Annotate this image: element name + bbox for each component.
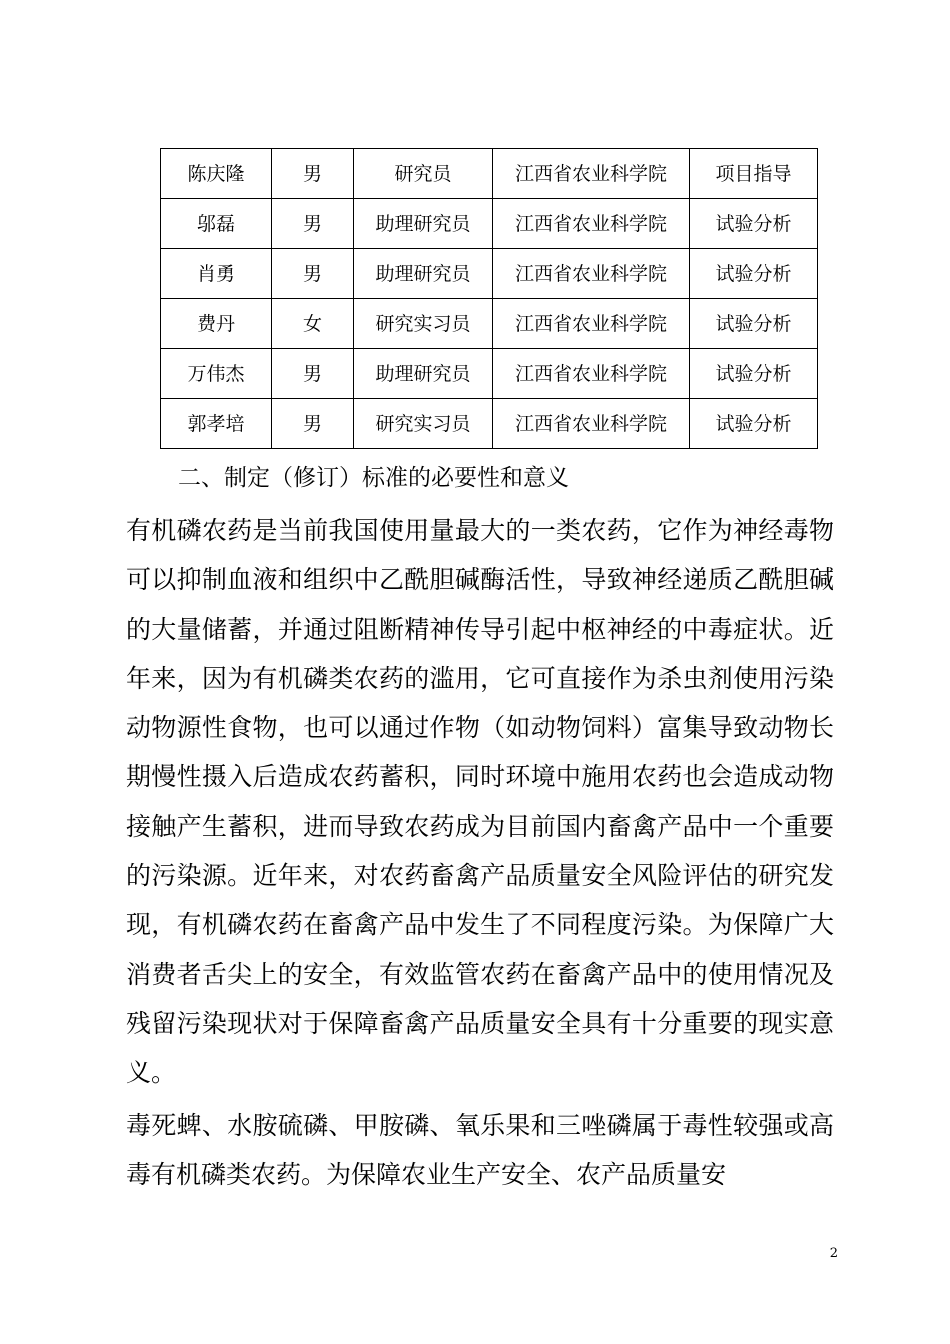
- table-row: [161, 349, 818, 399]
- member-title: 研究实习员: [354, 399, 493, 449]
- member-role: 试验分析: [690, 399, 818, 449]
- member-organization: 江西省农业科学院: [493, 349, 690, 399]
- member-name: 郭孝培: [161, 399, 272, 449]
- member-gender: 男: [272, 349, 354, 399]
- table-row: [161, 299, 818, 349]
- table-row: [161, 249, 818, 299]
- table-row: [161, 149, 818, 199]
- body-paragraph: 有机磷农药是当前我国使用量最大的一类农药，它作为神经毒物可以抑制血液和组织中乙酰胆碱酶活性，导致神经递质乙酰胆碱的大量储蓄，并通过阻断精神传导引起中枢神经的中毒症状。近年来，因为有机磷类农药的滥用，它可直接作为杀虫剂使用污染动物源性食物，也可以通过作物（如动物饲料）富集导致动物长期慢性摄入后造成农药蓄积，同时环境中施用农药也会造成动物接触产生蓄积，进而导致农药成为目前国内畜禽产品中一个重要的污染源。近年来，对农药畜禽产品质量安全风险评估的研究发现，有机磷农药在畜禽产品中发生了不同程度污染。为保障广大消费者舌尖上的安全，有效监管农药在畜禽产品中的使用情况及残留污染现状对于保障畜禽产品质量安全具有十分重要的现实意义。: [126, 516, 834, 1088]
- member-name: 万伟杰: [161, 349, 272, 399]
- table-row: [161, 199, 818, 249]
- member-organization: 江西省农业科学院: [493, 249, 690, 299]
- member-gender: 男: [272, 149, 354, 199]
- section-heading: 二、制定（修订）标准的必要性和意义: [178, 465, 569, 491]
- member-title: 助理研究员: [354, 349, 493, 399]
- member-title: 研究实习员: [354, 299, 493, 349]
- member-name: 肖勇: [161, 249, 272, 299]
- member-organization: 江西省农业科学院: [493, 399, 690, 449]
- member-title: 研究员: [354, 149, 493, 199]
- body-paragraph: 毒死蜱、水胺硫磷、甲胺磷、氧乐果和三唑磷属于毒性较强或高毒有机磷类农药。为保障农业生产安全、农产品质量安: [126, 1111, 834, 1190]
- member-name: 陈庆隆: [161, 149, 272, 199]
- member-role: 试验分析: [690, 299, 818, 349]
- member-organization: 江西省农业科学院: [493, 149, 690, 199]
- page-number: 2: [829, 1246, 838, 1261]
- member-name: 费丹: [161, 299, 272, 349]
- member-gender: 女: [272, 299, 354, 349]
- member-role: 试验分析: [690, 199, 818, 249]
- table-row: [161, 399, 818, 449]
- member-organization: 江西省农业科学院: [493, 299, 690, 349]
- member-organization: 江西省农业科学院: [493, 199, 690, 249]
- member-title: 助理研究员: [354, 249, 493, 299]
- member-gender: 男: [272, 399, 354, 449]
- member-role: 项目指导: [690, 149, 818, 199]
- member-role: 试验分析: [690, 249, 818, 299]
- member-name: 邬磊: [161, 199, 272, 249]
- member-gender: 男: [272, 199, 354, 249]
- member-gender: 男: [272, 249, 354, 299]
- staff-table: [160, 148, 818, 449]
- member-title: 助理研究员: [354, 199, 493, 249]
- member-role: 试验分析: [690, 349, 818, 399]
